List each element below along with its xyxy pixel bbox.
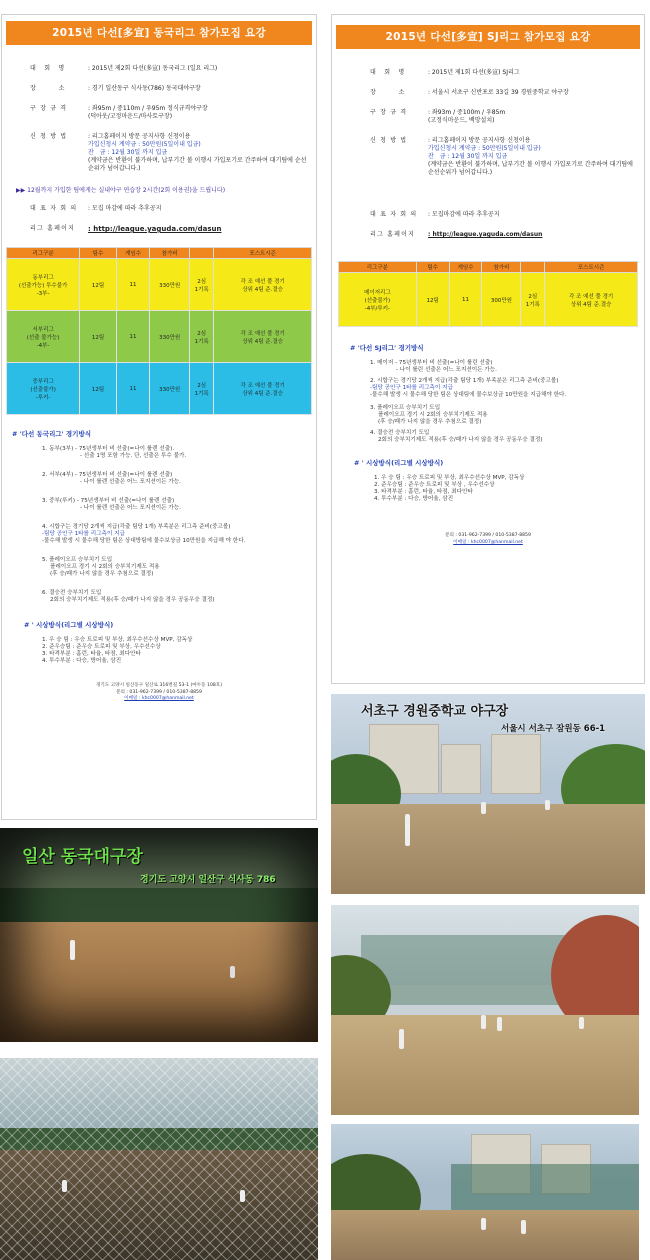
division-name: 중부리그 [32,378,54,385]
dongguk-league-table [6,247,312,415]
post-line2: 상위 4팀 준.결승 [242,338,283,345]
footer-phone: 문의 : 031-962-7399 / 010-5387-8859 [116,689,202,695]
sj-footer [332,533,644,546]
award-item: 2. 준우승팀 : 준우승 트로피 및 부상 , 우수선수상 [374,482,495,488]
dongguk-title: 2015년 다선[多宣] 동국리그 참가모집 요강 [6,21,312,45]
division-name: 동부리그 [32,274,54,281]
division-note: (선출가능) 투수불가 [18,282,68,289]
rule-item: 5. 플레이오프 승부치기 도입 플레이오프 경기 시 2회의 승부치기제도 적용 (후 승/패가 나지 않을 경우 추첨으로 결정) [42,557,160,577]
th-fee: 참가비 [150,248,190,259]
event-label: 대 회 명 [30,65,66,72]
division-note: (선출불가) [30,386,56,393]
th-extra [521,262,545,273]
dongguk-net-photo [0,1058,318,1260]
apply-deposit: 가입신청시 계약금 : 50만원(5일이내 입금) [88,141,201,148]
sj-rules [370,360,634,444]
teams-cell: 12팀 [80,363,117,415]
dongguk-field-photo [0,828,318,1042]
dongguk-awards [42,637,306,665]
division-name: 서부리그 [32,326,54,333]
umpire-cell: 2심 [197,382,207,389]
venue-value: : 경기 일산동구 식사동(786) 동국대야구장 [88,85,201,92]
sj-league-table [338,261,638,327]
rule-item: 1. 메이저 - 75년생부터 비 선출(=나이 룰린 선출) - 나이 룰린 선출은 어느 포지션이든 가능. [370,360,497,373]
apply-note: (계약금은 반환이 불가하며, 납부기간 볼 이행시 가입포기로 간주하여 대기팀에 순선순위가 넘어갑니다.) [428,161,633,176]
recorder-cell: 1기록 [194,338,209,345]
post-line1: 각 조 예선 풀 경기 [569,293,614,300]
footer-address: 경기도 고양시 일산동구 일산로 316번길 53-1 (마두동 108호) [95,683,223,688]
table-row [7,363,312,415]
award-item: 3. 타격부분 : 홈런, 타율, 타점, 최다안타 [42,651,141,657]
sj-league-notice [331,14,645,684]
award-item: 4. 투수부분 : 다승, 방어율, 삼진 [374,496,454,502]
th-division: 리그구분 [339,262,417,273]
division-note: (선출 불가능) [26,334,60,341]
umpire-cell: 2심 [197,278,207,285]
seocho-photo-title: 서초구 경원중학교 야구장 [361,704,509,719]
dongguk-rules-title: # '다선 동국리그' 경기방식 [12,430,92,438]
post-line1: 각 조 예선 풀 경기 [240,382,285,389]
venue-label: 장 소 [370,89,406,96]
spec-label: 구 장 규 격 [370,109,408,116]
teams-cell: 12팀 [416,273,449,327]
apply-label: 신 청 방 법 [370,137,408,144]
homepage-label: 리그 홈페이지 [30,225,76,232]
award-item: 1. 우 승 팀 : 우승 트로피 및 부상, 최우수선수상 MVP, 감독상 [374,475,525,481]
apply-label: 신 청 방 법 [30,133,68,140]
meeting-value: : 모집마감에 따라 추후공지 [428,211,500,218]
post-line1: 각 조 예선 풀 경기 [240,330,285,337]
division-tier: -3부- [36,290,50,297]
footer-email[interactable]: 이메일 : khc0007@hanmail.net [453,539,523,545]
sj-title: 2015년 다선[多宣] SJ리그 참가모집 요강 [336,25,640,49]
rule-item: 4. 시합구는 경기당 2개씩 지급(각출 팀당 1개) 부족분은 리그측 준비(중고볼) -팀당 공인구 1타를 리그측이 지급 -물수해 발생 시 물수해 당한 팀은 상대방팀에 물수보상금 10만원을 지급해 야 한다. [42,524,246,544]
division-name: 메이저리그 [364,289,391,296]
venue-value: : 서울시 서초구 신반포로 33길 39 경원중학교 야구장 [428,89,569,96]
rule-item: 4. 결승전 승부치기 도입 2회의 승부치기제도 적용(후 승/패가 나지 않을 경우 공동우승 결정) [370,430,543,443]
dongguk-league-notice [1,14,317,820]
seocho-outfield-photo [331,1124,639,1260]
sj-rules-title: # '다선 SJ리그' 경기방식 [350,344,424,352]
apply-deposit: 가입신청시 계약금 : 50만원(5일이내 입금) [428,145,541,152]
meeting-label: 대 표 자 회 의 [370,211,418,218]
th-extra [189,248,213,259]
th-division: 리그구분 [7,248,80,259]
table-row [339,273,638,327]
spec-value: : 좌95m / 중110m / 우95m 정식규격야구장 [88,105,208,112]
homepage-link[interactable]: : http://league.yaguda.com/dasun [428,231,543,238]
venue-label: 장 소 [30,85,66,92]
event-label: 대 회 명 [370,69,406,76]
teams-cell: 12팀 [80,259,117,311]
apply-balance: 잔 금 : 12월 30일 까지 입금 [88,149,168,156]
th-games: 게임수 [116,248,150,259]
fee-cell: 300만원 [482,273,521,327]
promo-text: ▶▶ 12월까지 가입한 팀에게는 실내야구 연습장 2시간(2회 이용권)을 드립니다) [16,187,226,194]
division-tier: -루키- [35,394,51,401]
award-item: 3. 타격부분 : 홈런, 타율, 타점, 최다안타 [374,489,473,495]
apply-note: (계약금은 반환이 불가하며, 납부기간 볼 이행시 가입포기로 간주하여 대기팀에 순선순위가 넘어갑니다.) [88,157,307,172]
post-line1: 각 조 예선 풀 경기 [240,278,285,285]
division-tier: -4부/루키- [364,305,390,312]
sj-awards [374,475,634,503]
award-item: 2. 준우승팀 : 준우승 트로피 및 부상, 우수선수상 [42,644,161,650]
rule-item: 3. 중부(루키) - 75년생부터 비 선출(=나이 룰렌 선출) - 나이 룰렌 선출은 어느 포지션이든 가능. [42,498,181,511]
homepage-label: 리그 홈페이지 [370,231,416,238]
footer-phone: 문의 : 031-962-7399 / 010-5387-8859 [445,533,531,538]
footer-email[interactable]: 이메일 : khc0007@hanmail.net [124,696,194,701]
umpire-cell: 2심 [197,330,207,337]
division-note: (선출불가) [364,297,391,304]
spec-value2: (덕아웃/고정마운드/마사토구장) [88,113,173,120]
table-row [7,311,312,363]
dongguk-photo-subtitle: 경기도 고양시 일산구 식사동 786 [140,875,276,885]
meeting-value: : 모집 마감에 따라 추후공지 [88,205,162,212]
fee-cell: 330만원 [150,259,190,311]
sj-info [332,69,644,239]
th-post: 포스트시즌 [545,262,638,273]
th-teams: 팀수 [416,262,449,273]
division-tier: -4부- [36,342,50,349]
umpire-cell: 2심 [528,293,538,300]
teams-cell: 12팀 [80,311,117,363]
post-line2: 상위 4팀 준.결승 [242,286,283,293]
dongguk-photo-title: 일산 동국대구장 [22,847,143,867]
recorder-cell: 1기록 [525,301,540,308]
seocho-photo-subtitle: 서울시 서초구 잠원동 66-1 [501,724,606,734]
spec-label: 구 장 규 격 [30,105,68,112]
spec-value2: (고정식마운드, 백망설치) [428,117,495,124]
apply-value: : 리그홈페이지 방문 공지사항 신청이용 [428,137,531,144]
event-value: : 2015년 제2회 다선(多宣) 동국리그 (일요 리그) [88,65,218,72]
sj-awards-title: # ' 시상방식(리그별 시상방식) [354,459,444,467]
spec-value: : 좌93m / 중100m / 우85m [428,109,506,116]
apply-balance: 잔 금 : 12월 30일 까지 입금 [428,153,508,160]
rule-item: 3. 플레이오프 승부치기 도입 플레이오프 경기 시 2회의 승부치기제도 적용 (후 승/패가 나지 않을 경우 추첨으로 결정) [370,405,488,425]
recorder-cell: 1기록 [194,390,209,397]
dongguk-info [2,65,316,233]
games-cell: 11 [116,363,150,415]
th-fee: 참가비 [482,262,521,273]
meeting-label: 대 표 자 회 의 [30,205,78,212]
seocho-net-photo [331,905,639,1115]
award-item: 1. 우 승 팀 : 우승 트로피 및 부상, 최우수선수상 MVP, 감독상 [42,637,193,643]
homepage-link[interactable]: : http://league.yaguda.com/dasun [88,225,222,233]
th-teams: 팀수 [80,248,117,259]
table-row [7,259,312,311]
games-cell: 11 [449,273,482,327]
event-value: : 2015년 제1회 다선(多宣) SJ리그 [428,69,520,76]
games-cell: 11 [116,259,150,311]
apply-value: : 리그홈페이지 방문 공지사항 신청이용 [88,133,191,140]
rule-item: 6. 결승전 승부치기 도입 2회의 승부치기제도 적용(후 승/패가 나지 않을 경우 공동우승 결정) [42,590,215,603]
post-line2: 상위 4팀 준.결승 [570,301,612,308]
award-item: 4. 투수부분 : 다승, 방어율, 삼진 [42,658,122,664]
recorder-cell: 1기록 [194,286,209,293]
th-post: 포스트시즌 [214,248,312,259]
rule-item: 2. 시합구는 경기당 2개씩 지급(각출 팀당 1개) 부족분은 리그측 준비(중고볼) -팀당 공인구 1타를 리그측이 지급 -물수해 발생 시 물수해 당한 팀은 상대팀에 물수보상금 10만원을 지급해야 한다. [370,378,567,398]
games-cell: 11 [116,311,150,363]
fee-cell: 330만원 [150,311,190,363]
rule-item: 1. 동부(3부) - 75년생부터 비 선출(=나이 룰렌 선출). - 선출 1명 포함 가능. 단, 선출은 투수 불가. [42,446,187,459]
fee-cell: 330만원 [150,363,190,415]
th-games: 게임수 [449,262,482,273]
dongguk-awards-title: # ' 시상방식(리그별 시상방식) [24,621,114,629]
rule-item: 2. 서부(4부) - 75년생부터 비 선출(=나이 룰렌 선출) - 나이 룰렌 선출은 어느 포지션이든 가능. [42,472,181,485]
post-line2: 상위 4팀 준.결승 [242,390,283,397]
dongguk-footer [2,683,316,703]
dongguk-rules [42,446,306,604]
seocho-field-photo [331,694,645,894]
